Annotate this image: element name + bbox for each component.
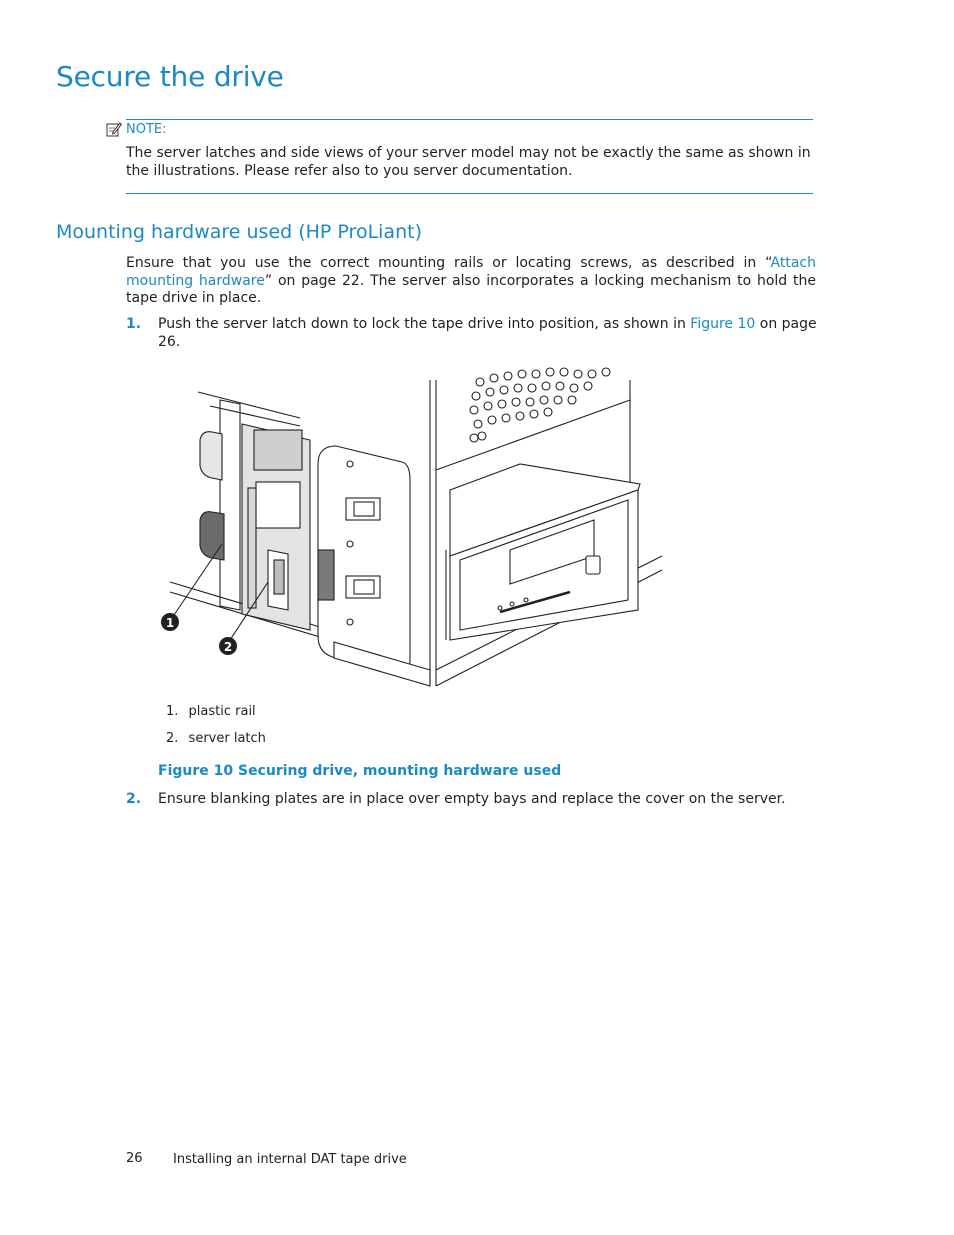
note-label: NOTE: (126, 122, 167, 137)
figure-10-link[interactable]: Figure 10 (690, 316, 756, 332)
page-title: Secure the drive (56, 60, 284, 93)
intro-text-end: ” on page 22. The server also incorporates a locking mechanism to hold the tape drive in place. (126, 272, 816, 306)
legend-item-1 (166, 704, 256, 719)
page-number: 26 (126, 1151, 143, 1166)
note-text: The server latches and side views of your server model may not be exactly the same as shown in the illustrations. Please refer also to you server documentation. (126, 145, 811, 179)
figure-caption: Figure 10 Securing drive, mounting hardware used (158, 763, 562, 779)
step-1-number: 1. (126, 316, 142, 332)
intro-text-start: Ensure that you use the correct mounting rails or locating screws, as described in “ (126, 255, 771, 271)
attach-mounting-hardware-link[interactable]: Attach mounting hardware (126, 255, 816, 289)
note-top-rule (126, 119, 813, 120)
step-1-text-end: on page 26. (158, 316, 817, 350)
legend-item-1-text: plastic rail (188, 704, 256, 719)
step-1-text-start: Push the server latch down to lock the tape drive into position, as shown in (158, 316, 691, 332)
footer-chapter-title: Installing an internal DAT tape drive (173, 1152, 407, 1167)
step-2-text: Ensure blanking plates are in place over empty bays and replace the cover on the server. (158, 791, 786, 807)
legend-item-2 (166, 731, 266, 746)
section-heading: Mounting hardware used (HP ProLiant) (56, 221, 422, 243)
callout-1: 1 (165, 616, 175, 630)
callout-2: 2 (223, 640, 233, 654)
note-bottom-rule (126, 193, 813, 194)
legend-item-1-number: 1. (166, 704, 179, 719)
securing-drive-illustration (150, 360, 670, 690)
legend-item-2-number: 2. (166, 731, 179, 746)
legend-item-2-text: server latch (188, 731, 266, 746)
note-pencil-icon (106, 121, 122, 137)
intro-paragraph (126, 255, 816, 308)
step-2-number: 2. (126, 791, 142, 807)
step-1-text (158, 316, 828, 351)
